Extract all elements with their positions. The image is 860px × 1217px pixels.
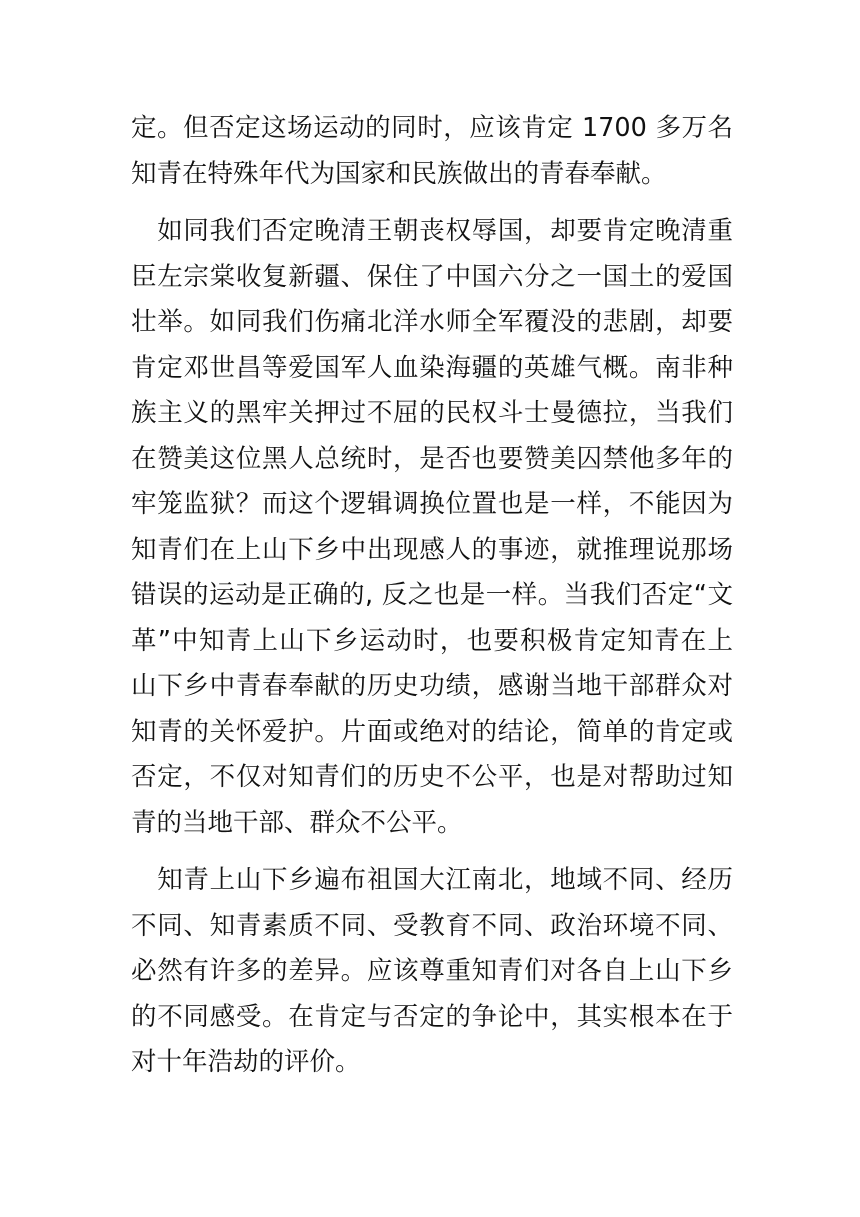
text-line: 知青们在上山下乡中出现感人的事迹，就推理说那场 bbox=[131, 534, 733, 565]
text-line: 青的当地干部、群众不公平。 bbox=[131, 807, 463, 838]
text-line: 知青的关怀爱护。片面或绝对的结论，简单的肯定或 bbox=[131, 716, 733, 747]
text-line: 臣左宗棠收复新疆、保住了中国六分之一国土的爱国 bbox=[131, 261, 733, 292]
text-line: 的不同感受。在肯定与否定的争论中，其实根本在于 bbox=[131, 1001, 733, 1032]
text-line: 在赞美这位黑人总统时，是否也要赞美囚禁他多年的 bbox=[131, 443, 733, 474]
text-line: 不同、知青素质不同、受教育不同、政治环境不同、 bbox=[131, 910, 733, 941]
text-line: 对十年浩劫的评价。 bbox=[131, 1047, 361, 1077]
text-line: 错误的运动是正确的, 反之也是一样。当我们否定“文 bbox=[131, 580, 733, 610]
paragraph-2 bbox=[131, 209, 733, 846]
text-line: 壮举。如同我们伤痛北洋水师全军覆没的悲剧，却要 bbox=[131, 307, 733, 337]
paragraph-spacing bbox=[131, 846, 733, 858]
text-line: 族主义的黑牢关押过不屈的民权斗士曼德拉，当我们 bbox=[131, 398, 733, 428]
text-line: 肯定邓世昌等爱国军人血染海疆的英雄气概。南非种 bbox=[131, 352, 733, 383]
paragraph-3 bbox=[131, 858, 733, 1086]
paragraph-spacing bbox=[131, 197, 733, 209]
text-line: 知青在特殊年代为国家和民族做出的青春奉献。 bbox=[131, 158, 667, 189]
text-line: 知青上山下乡遍布祖国大江南北，地域不同、经历 bbox=[131, 865, 733, 895]
text-line: 否定，不仅对知青们的历史不公平，也是对帮助过知 bbox=[131, 762, 733, 792]
text-line: 必然有许多的差异。应该尊重知青们对各自上山下乡 bbox=[131, 956, 733, 986]
text-line: 牢笼监狱？而这个逻辑调换位置也是一样，不能因为 bbox=[131, 489, 733, 519]
text-line: 定。但否定这场运动的同时，应该肯定 1700 多万名 bbox=[131, 113, 733, 143]
text-line: 如同我们否定晚清王朝丧权辱国，却要肯定晚清重 bbox=[131, 216, 733, 246]
text-line: 革”中知青上山下乡运动时，也要积极肯定知青在上 bbox=[131, 625, 733, 656]
paragraph-1 bbox=[131, 106, 733, 197]
body-text bbox=[131, 106, 733, 1086]
text-line: 山下乡中青春奉献的历史功绩，感谢当地干部群众对 bbox=[131, 671, 733, 701]
